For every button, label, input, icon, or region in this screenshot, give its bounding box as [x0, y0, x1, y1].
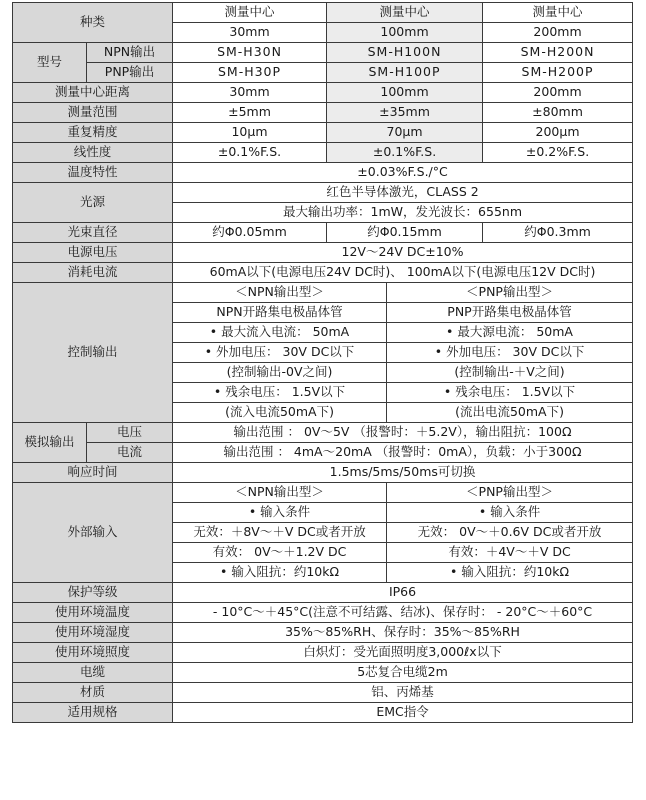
repeatability-3: 200μm	[483, 123, 633, 143]
measure-range-2: ±35mm	[327, 103, 483, 123]
table-row	[13, 703, 633, 723]
analog-voltage-label: 电压	[87, 423, 173, 443]
linearity-2: ±0.1%F.S.	[327, 143, 483, 163]
table-row	[13, 423, 633, 443]
standards-value: EMC指令	[173, 703, 633, 723]
row-label-env-humidity: 使用环境湿度	[13, 623, 173, 643]
protection-value: IP66	[173, 583, 633, 603]
table-row	[13, 183, 633, 203]
table-row	[13, 123, 633, 143]
control-pnp-line: • 外加电压： 30V DC以下	[387, 343, 633, 363]
col-header-1: 测量中心	[173, 3, 327, 23]
beam-diameter-3: 约Φ0.3mm	[483, 223, 633, 243]
row-label-response-time: 响应时间	[13, 463, 173, 483]
table-row	[13, 483, 633, 503]
linearity-3: ±0.2%F.S.	[483, 143, 633, 163]
row-label-measure-range: 测量范围	[13, 103, 173, 123]
external-npn-line: 有效： 0V～＋1.2V DC	[173, 543, 387, 563]
center-distance-1: 30mm	[173, 83, 327, 103]
light-source-line-1: 红色半导体激光，CLASS 2	[173, 183, 633, 203]
external-pnp-line: • 输入阻抗：约10kΩ	[387, 563, 633, 583]
col-header-2: 测量中心	[327, 3, 483, 23]
table-row	[13, 143, 633, 163]
control-npn-line: NPN开路集电极晶体管	[173, 303, 387, 323]
current-consumption-value: 60mA以下(电源电压24V DC时)、 100mA以下(电源电压12V DC时)	[173, 263, 633, 283]
external-pnp-line: ＜PNP输出型＞	[387, 483, 633, 503]
row-label-cable: 电缆	[13, 663, 173, 683]
control-pnp-line: (控制输出-＋V之间)	[387, 363, 633, 383]
row-label-material: 材质	[13, 683, 173, 703]
table-row	[13, 663, 633, 683]
model-pnp-3: SM-H200P	[483, 63, 633, 83]
table-row	[13, 83, 633, 103]
external-npn-line: • 输入阻抗：约10kΩ	[173, 563, 387, 583]
table-row	[13, 103, 633, 123]
table-row	[13, 63, 633, 83]
table-row	[13, 623, 633, 643]
power-voltage-value: 12V～24V DC±10%	[173, 243, 633, 263]
table-row	[13, 163, 633, 183]
npn-output-label: NPN输出	[87, 43, 173, 63]
control-npn-line: ＜NPN输出型＞	[173, 283, 387, 303]
env-illuminance-value: 白炽灯：受光面照明度3,000ℓx以下	[173, 643, 633, 663]
table-row	[13, 643, 633, 663]
temperature-value: ±0.03%F.S./°C	[173, 163, 633, 183]
row-label-temperature: 温度特性	[13, 163, 173, 183]
repeatability-2: 70μm	[327, 123, 483, 143]
model-npn-2: SM-H100N	[327, 43, 483, 63]
row-label-repeatability: 重复精度	[13, 123, 173, 143]
row-label-standards: 适用规格	[13, 703, 173, 723]
model-pnp-1: SM-H30P	[173, 63, 327, 83]
response-time-value: 1.5ms/5ms/50ms可切换	[173, 463, 633, 483]
row-label-env-illuminance: 使用环境照度	[13, 643, 173, 663]
row-label-light-source: 光源	[13, 183, 173, 223]
control-npn-line: • 最大流入电流： 50mA	[173, 323, 387, 343]
row-label-control-output: 控制输出	[13, 283, 173, 423]
table-row	[13, 263, 633, 283]
spec-sheet	[12, 2, 632, 723]
table-row	[13, 223, 633, 243]
col-header-3: 测量中心	[483, 3, 633, 23]
spec-table	[12, 2, 633, 723]
row-label-model: 型号	[13, 43, 87, 83]
material-value: 铝、丙烯基	[173, 683, 633, 703]
row-label-protection: 保护等级	[13, 583, 173, 603]
center-distance-2: 100mm	[327, 83, 483, 103]
table-row	[13, 583, 633, 603]
beam-diameter-1: 约Φ0.05mm	[173, 223, 327, 243]
type-dist-2: 100mm	[327, 23, 483, 43]
center-distance-3: 200mm	[483, 83, 633, 103]
measure-range-3: ±80mm	[483, 103, 633, 123]
row-label-power-voltage: 电源电压	[13, 243, 173, 263]
control-npn-line: (流入电流50mA下)	[173, 403, 387, 423]
analog-voltage-value: 输出范围 ： 0V～5V （报警时：＋5.2V），输出阻抗：100Ω	[173, 423, 633, 443]
row-label-linearity: 线性度	[13, 143, 173, 163]
model-pnp-2: SM-H100P	[327, 63, 483, 83]
repeatability-1: 10μm	[173, 123, 327, 143]
external-pnp-line: 有效：＋4V～＋V DC	[387, 543, 633, 563]
light-source-line-2: 最大输出功率：1mW，发光波长：655nm	[173, 203, 633, 223]
row-label-env-temp: 使用环境温度	[13, 603, 173, 623]
external-npn-line: 无效：＋8V～＋V DC或者开放	[173, 523, 387, 543]
table-row	[13, 463, 633, 483]
control-pnp-line: ＜PNP输出型＞	[387, 283, 633, 303]
row-label-analog-output: 模拟输出	[13, 423, 87, 463]
env-temp-value: - 10°C～＋45°C(注意不可结露、结冰)、保存时： - 20°C～＋60°C	[173, 603, 633, 623]
external-pnp-line: 无效： 0V～＋0.6V DC或者开放	[387, 523, 633, 543]
table-row	[13, 283, 633, 303]
external-npn-line: • 输入条件	[173, 503, 387, 523]
control-pnp-line: • 最大源电流： 50mA	[387, 323, 633, 343]
row-label-external-input: 外部输入	[13, 483, 173, 583]
table-row	[13, 3, 633, 23]
control-npn-line: • 外加电压： 30V DC以下	[173, 343, 387, 363]
analog-current-value: 输出范围 ： 4mA～20mA （报警时：0mA），负载：小于300Ω	[173, 443, 633, 463]
cable-value: 5芯复合电缆2m	[173, 663, 633, 683]
table-row	[13, 603, 633, 623]
analog-current-label: 电流	[87, 443, 173, 463]
model-npn-3: SM-H200N	[483, 43, 633, 63]
control-npn-line: • 残余电压： 1.5V以下	[173, 383, 387, 403]
type-dist-1: 30mm	[173, 23, 327, 43]
table-row	[13, 43, 633, 63]
measure-range-1: ±5mm	[173, 103, 327, 123]
control-pnp-line: • 残余电压： 1.5V以下	[387, 383, 633, 403]
pnp-output-label: PNP输出	[87, 63, 173, 83]
row-label-type: 种类	[13, 3, 173, 43]
type-dist-3: 200mm	[483, 23, 633, 43]
beam-diameter-2: 约Φ0.15mm	[327, 223, 483, 243]
row-label-current-consumption: 消耗电流	[13, 263, 173, 283]
env-humidity-value: 35%～85%RH、保存时：35%～85%RH	[173, 623, 633, 643]
control-pnp-line: PNP开路集电极晶体管	[387, 303, 633, 323]
model-npn-1: SM-H30N	[173, 43, 327, 63]
table-row	[13, 443, 633, 463]
table-row	[13, 683, 633, 703]
control-npn-line: (控制输出-0V之间)	[173, 363, 387, 383]
row-label-beam-diameter: 光束直径	[13, 223, 173, 243]
control-pnp-line: (流出电流50mA下)	[387, 403, 633, 423]
linearity-1: ±0.1%F.S.	[173, 143, 327, 163]
external-npn-line: ＜NPN输出型＞	[173, 483, 387, 503]
table-row	[13, 243, 633, 263]
row-label-center-distance: 测量中心距离	[13, 83, 173, 103]
external-pnp-line: • 输入条件	[387, 503, 633, 523]
